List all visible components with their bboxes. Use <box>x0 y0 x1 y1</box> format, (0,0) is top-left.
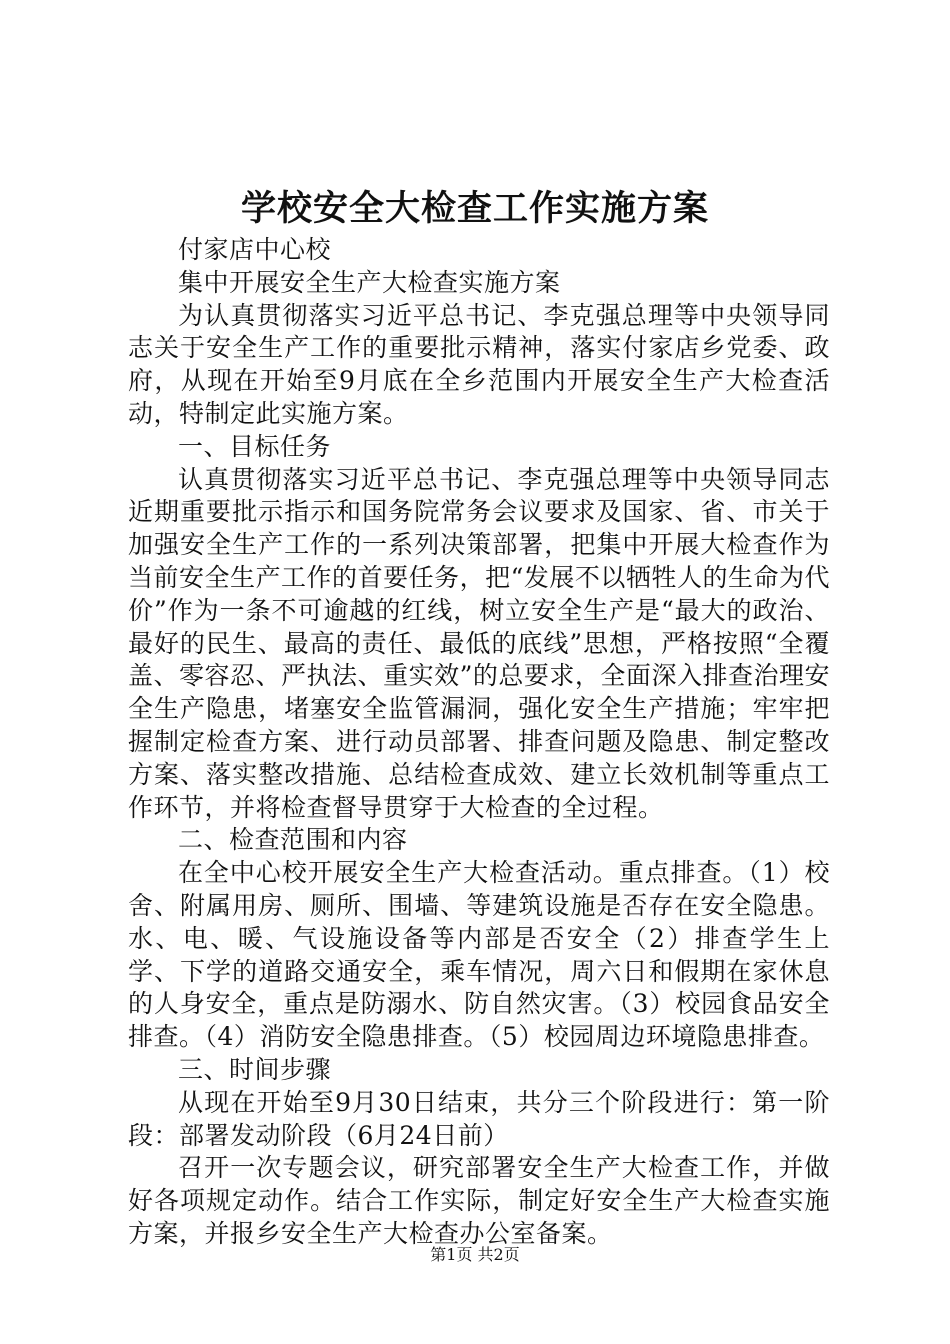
section-heading-schedule: 三、时间步骤 <box>178 1054 332 1084</box>
page-number-footer: 第1页 共2页 <box>430 1245 520 1264</box>
plan-subtitle: 集中开展安全生产大检查实施方案 <box>178 267 561 297</box>
document-title: 学校安全大检查工作实施方案 <box>240 188 709 229</box>
goals-paragraph: 认真贯彻落实习近平总书记、李克强总理等中央领导同志近期重要批示指示和国务院常务会议要求及国家、省、市关于加强安全生产工作的一系列决策部署，把集中开展大检查作为当前安全生产工作的首要任务，把“发展不以牺牲人的生命为代价”作为一条不可逾越的红线，树立安全生产是“最大的政治、最好的民生、最高的责任、最低的底线”思想，严格按照“全覆盖、零容忍、严执法、重实效”的总要求，全面深入排查治理安全生产隐患，堵塞安全监管漏洞，强化安全生产措施；牢牢把握制定检查方案、进行动员部署、排查问题及隐患、制定整改方案、落实整改措施、总结检查成效、建立长效机制等重点工作环节，并将检查督导贯穿于大检查的全过程。 <box>128 464 830 822</box>
document-body <box>128 234 830 1251</box>
school-name: 付家店中心校 <box>178 235 332 264</box>
scope-paragraph: 在全中心校开展安全生产大检查活动。重点排查。（1）校舍、附属用房、厕所、围墙、等建筑设施是否存在安全隐患。水、电、暖、气设施设备等内部是否安全（2）排查学生上学、下学的道路交通安全，乘车情况，周六日和假期在家休息的人身安全，重点是防溺水、防自然灾害。（3）校园食品安全排查。（4）消防安全隐患排查。（5）校园周边环境隐患排查。 <box>128 858 830 1052</box>
section-heading-scope: 二、检查范围和内容 <box>178 825 408 855</box>
intro-paragraph: 为认真贯彻落实习近平总书记、李克强总理等中央领导同志关于安全生产工作的重要批示精神，落实付家店乡党委、政府，从现在开始至9月底在全乡范围内开展安全生产大检查活动，特制定此实施方案。 <box>128 300 830 428</box>
schedule-paragraph: 从现在开始至9月30日结束，共分三个阶段进行：第一阶段：部署发动阶段（6月24日前） <box>128 1087 830 1150</box>
meeting-paragraph: 召开一次专题会议，研究部署安全生产大检查工作，并做好各项规定动作。结合工作实际，制定好安全生产大检查实施方案，并报乡安全生产大检查办公室备案。 <box>128 1153 830 1248</box>
section-heading-goals: 一、目标任务 <box>178 431 332 461</box>
